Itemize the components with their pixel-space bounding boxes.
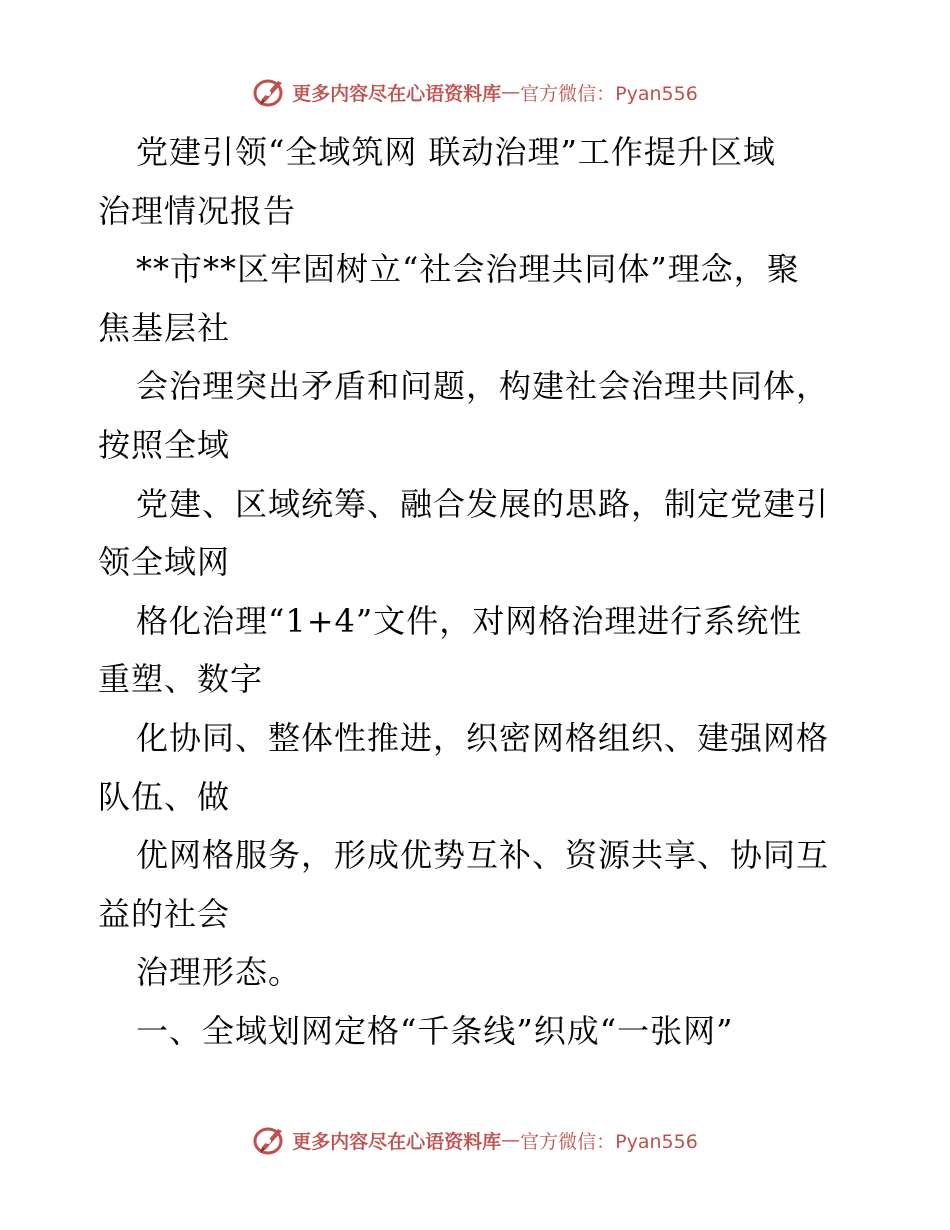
banner-separator: — <box>501 1129 521 1151</box>
text-line: 领全域网 <box>98 543 231 582</box>
banner-wechat: 官方微信：Pyan556 <box>520 1130 698 1153</box>
quill-logo-icon <box>252 1123 288 1157</box>
text-line: 焦基层社 <box>98 308 231 347</box>
document-body <box>98 123 858 1061</box>
text-line: 重塑、数字 <box>98 660 264 699</box>
footer-watermark-banner <box>0 1120 950 1160</box>
text-line: 化协同、整体性推进，织密网格组织、建强网格 <box>136 718 830 757</box>
text-line: **市**区牢固树立“社会治理共同体”理念，聚 <box>136 250 800 289</box>
text-line: 会治理突出矛盾和问题，构建社会治理共同体， <box>136 367 830 406</box>
banner-wechat: 官方微信：Pyan556 <box>520 82 698 105</box>
text-line: 优网格服务，形成优势互补、资源共享、协同互 <box>136 836 830 875</box>
text-line: 队伍、做 <box>98 777 231 816</box>
text-line: 治理形态。 <box>136 953 302 992</box>
text-line: 益的社会 <box>98 894 231 933</box>
text-line: 格化治理“1+4”文件，对网格治理进行系统性 <box>136 601 803 640</box>
banner-site-name: 更多内容尽在心语资料库 <box>292 82 502 105</box>
section-heading: 一、全域划网定格“千条线”织成“一张网” <box>136 1011 734 1050</box>
text-line: 按照全域 <box>98 425 231 464</box>
text-line: 治理情况报告 <box>98 191 297 230</box>
text-line: 党建引领“全域筑网 联动治理”工作提升区域 <box>136 133 776 171</box>
text-line: 党建、区域统筹、融合发展的思路，制定党建引 <box>136 484 830 523</box>
header-watermark-banner <box>0 72 950 112</box>
quill-logo-icon <box>252 75 288 109</box>
banner-separator: — <box>501 81 521 103</box>
banner-site-name: 更多内容尽在心语资料库 <box>292 1130 502 1153</box>
